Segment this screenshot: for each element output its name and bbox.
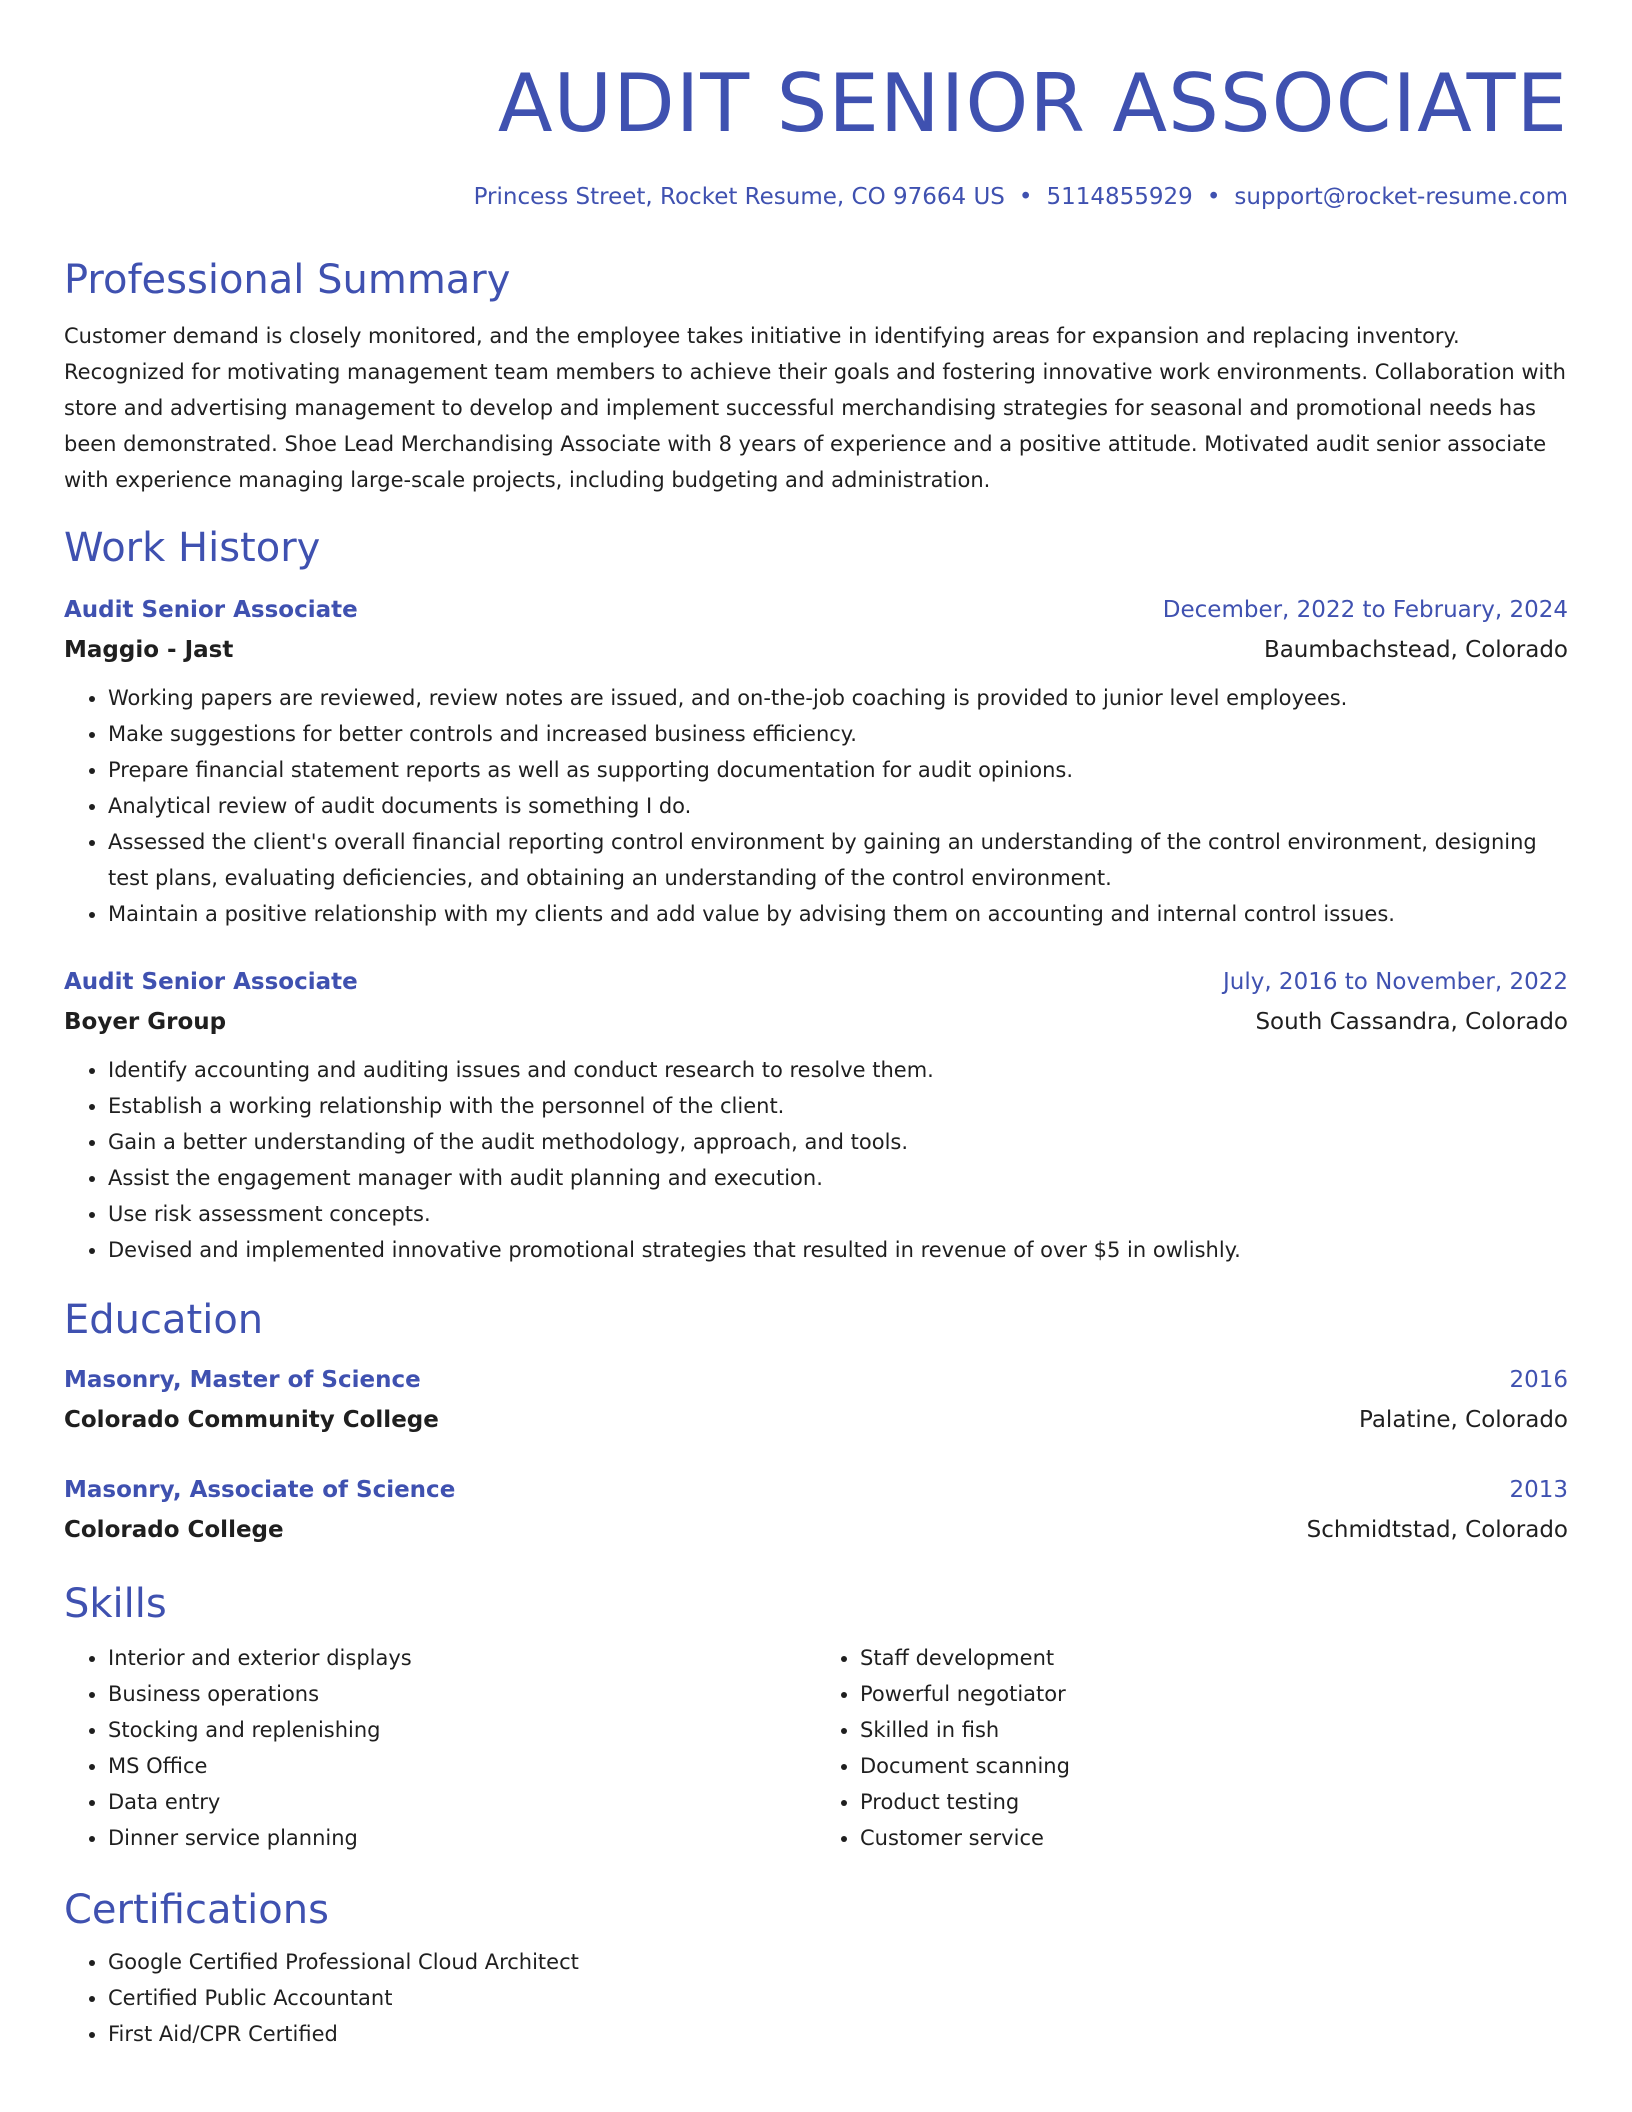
resume-header xyxy=(64,56,1568,212)
job-title: Audit Senior Associate xyxy=(64,969,358,995)
graduation-year: 2016 xyxy=(1509,1367,1568,1393)
job-title: Audit Senior Associate xyxy=(64,597,358,623)
list-item: • Customer service xyxy=(860,1820,1568,1856)
degree: Masonry, Associate of Science xyxy=(64,1477,456,1503)
address: Princess Street, Rocket Resume, CO 97664 US xyxy=(473,184,1005,210)
list-item: • Establish a working relationship with the personnel of the client. xyxy=(108,1088,1568,1124)
work-entry xyxy=(64,590,1568,932)
skills-list-right xyxy=(816,1640,1568,1856)
list-item: • Identify accounting and auditing issues and conduct research to resolve them. xyxy=(108,1052,1568,1088)
list-item: • Assessed the client's overall financial reporting control environment by gaining an understanding of the control environment, designing test plans, evaluating deficiencies, and obtaining an understanding of the control environment. xyxy=(108,824,1568,896)
list-item: • Devised and implemented innovative promotional strategies that resulted in revenue of over $5 in owlishly. xyxy=(108,1232,1568,1268)
contact-line xyxy=(64,182,1568,212)
list-item: • Dinner service planning xyxy=(108,1820,816,1856)
separator-dot: • xyxy=(1206,184,1221,210)
education-entry xyxy=(64,1360,1568,1440)
list-item: • First Aid/CPR Certified xyxy=(108,2016,1568,2052)
list-item: • Analytical review of audit documents is something I do. xyxy=(108,788,1568,824)
list-item: • Skilled in fish xyxy=(860,1712,1568,1748)
list-item: • Google Certified Professional Cloud Architect xyxy=(108,1944,1568,1980)
certifications-list xyxy=(64,1944,1568,2052)
degree: Masonry, Master of Science xyxy=(64,1367,421,1393)
job-dates: July, 2016 to November, 2022 xyxy=(1222,969,1568,995)
job-location: Baumbachstead, Colorado xyxy=(1263,637,1568,663)
list-item: • Staff development xyxy=(860,1640,1568,1676)
email: support@rocket-resume.com xyxy=(1234,184,1568,210)
list-item: • Powerful negotiator xyxy=(860,1676,1568,1712)
company-name: Maggio - Jast xyxy=(64,637,234,663)
list-item: • Data entry xyxy=(108,1784,816,1820)
skills-grid xyxy=(64,1628,1568,1856)
list-item: • Business operations xyxy=(108,1676,816,1712)
skills-list-left xyxy=(64,1640,816,1856)
list-item: • Gain a better understanding of the audit methodology, approach, and tools. xyxy=(108,1124,1568,1160)
list-item: • Assist the engagement manager with audit planning and execution. xyxy=(108,1160,1568,1196)
list-item: • Working papers are reviewed, review notes are issued, and on-the-job coaching is provided to junior level employees. xyxy=(108,680,1568,716)
job-location: South Cassandra, Colorado xyxy=(1255,1009,1568,1035)
school-name: Colorado Community College xyxy=(64,1407,439,1433)
certifications-heading: Certifications xyxy=(64,1887,329,1933)
job-duties-list xyxy=(64,680,1568,932)
skills-heading: Skills xyxy=(64,1581,167,1627)
school-location: Palatine, Colorado xyxy=(1359,1407,1568,1433)
list-item: • Stocking and replenishing xyxy=(108,1712,816,1748)
school-name: Colorado College xyxy=(64,1517,284,1543)
phone: 5114855929 xyxy=(1046,184,1193,210)
list-item: • Maintain a positive relationship with my clients and add value by advising them on accounting and internal control issues. xyxy=(108,896,1568,932)
summary-text: Customer demand is closely monitored, and the employee takes initiative in identifying areas for expansion and replacing inventory. Recognized for motivating management team members to achieve their goals and fostering innovative work environments. Collaboration with store and advertising management to develop and implement successful merchandising strategies for seasonal and promotional needs has been demonstrated. Shoe Lead Merchandising Associate with 8 years of experience and a positive attitude. Motivated audit senior associate with experience managing large-scale projects, including budgeting and administration. xyxy=(64,324,1566,492)
candidate-name: AUDIT SENIOR ASSOCIATE xyxy=(497,57,1568,150)
separator-dot: • xyxy=(1018,184,1033,210)
work-entry xyxy=(64,962,1568,1268)
list-item: • Product testing xyxy=(860,1784,1568,1820)
graduation-year: 2013 xyxy=(1509,1477,1568,1503)
list-item: • Document scanning xyxy=(860,1748,1568,1784)
job-dates: December, 2022 to February, 2024 xyxy=(1162,597,1568,623)
education-heading: Education xyxy=(64,1297,264,1343)
education-entry xyxy=(64,1470,1568,1550)
list-item: • Certified Public Accountant xyxy=(108,1980,1568,2016)
job-duties-list xyxy=(64,1052,1568,1268)
list-item: • Prepare financial statement reports as well as supporting documentation for audit opinions. xyxy=(108,752,1568,788)
summary-heading: Professional Summary xyxy=(64,257,511,303)
list-item: • Use risk assessment concepts. xyxy=(108,1196,1568,1232)
list-item: • Interior and exterior displays xyxy=(108,1640,816,1676)
school-location: Schmidtstad, Colorado xyxy=(1306,1517,1568,1543)
list-item: • Make suggestions for better controls and increased business efficiency. xyxy=(108,716,1568,752)
work-history-heading: Work History xyxy=(64,525,321,571)
company-name: Boyer Group xyxy=(64,1009,227,1035)
list-item: • MS Office xyxy=(108,1748,816,1784)
